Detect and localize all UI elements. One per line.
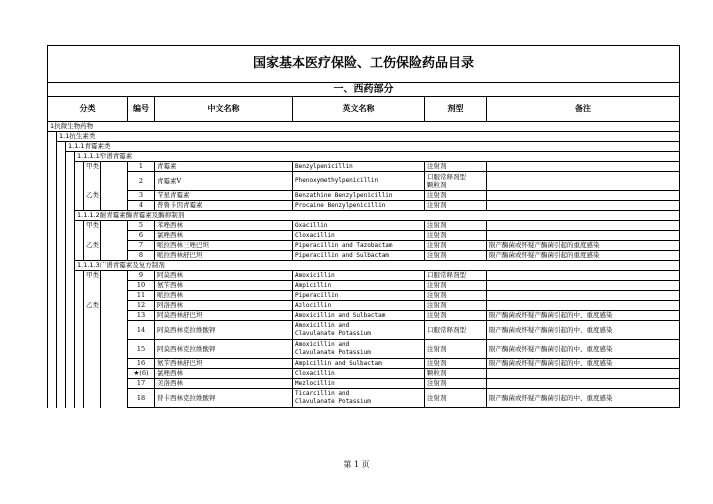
spacer-cell [101,172,128,191]
table-row [48,291,680,301]
drug-cn-name: 青霉素 [155,162,293,172]
grade-cell [84,291,101,301]
grade-cell [84,340,101,359]
indent-cell [75,369,84,379]
spacer-cell [101,301,128,311]
spacer-cell [101,201,128,211]
drug-remark [487,301,680,311]
category-row [48,142,680,152]
indent-cell [57,172,66,191]
drug-en-name: Amoxicillin and Clavulanate Potassium [293,321,425,340]
indent-cell [75,359,84,369]
indent-cell [66,340,75,359]
drug-form: 注射剂 [425,241,487,251]
indent-cell [48,132,57,142]
spacer-cell [101,291,128,301]
drug-en-name: Amoxicillin and Sulbactam [293,311,425,321]
category-label: 1.1.1.2耐青霉素酶青霉素及酶抑制剂 [75,211,680,221]
grade-cell [84,231,101,241]
drug-cn-name: 氨苄西林舒巴坦 [155,359,293,369]
drug-remark [487,291,680,301]
spacer-cell [101,271,128,281]
drug-number: 5 [128,221,155,231]
drug-form: 注射剂 [425,389,487,408]
indent-cell [66,152,75,162]
indent-cell [75,379,84,389]
section-title: 一、西药部分 [48,83,680,97]
drug-en-name: Ticarcillin and Clavulanate Potassium [293,389,425,408]
category-label: 1.1.1.1窄谱青霉素 [75,152,680,162]
indent-cell [48,311,57,321]
category-row [48,152,680,162]
table-row [48,379,680,389]
drug-en-name: Piperacillin and Tazobactam [293,241,425,251]
indent-cell [57,340,66,359]
drug-remark [487,379,680,389]
drug-form: 注射剂 [425,281,487,291]
indent-cell [48,142,57,152]
indent-cell [48,191,57,201]
grade-cell [84,359,101,369]
indent-cell [75,221,84,231]
drug-remark: 限产酶菌或怀疑产酶菌引起的重度感染 [487,251,680,261]
drug-form: 注射剂 [425,231,487,241]
indent-cell [66,379,75,389]
indent-cell [48,369,57,379]
indent-cell [48,201,57,211]
drug-en-name: Phenoxymethylpenicillin [293,172,425,191]
indent-cell [66,291,75,301]
drug-form: 注射剂 [425,311,487,321]
drug-form: 注射剂 [425,201,487,211]
header-en-name: 英文名称 [293,97,425,122]
grade-cell: 乙类 [84,191,101,201]
indent-cell [57,152,66,162]
indent-cell [48,261,57,271]
table-row [48,311,680,321]
spacer-cell [101,241,128,251]
indent-cell [57,389,66,408]
drug-cn-name: 阿莫西林克拉维酸钾 [155,340,293,359]
indent-cell [57,359,66,369]
drug-remark [487,201,680,211]
drug-number: 8 [128,251,155,261]
drug-number: 3 [128,191,155,201]
grade-cell: 乙类 [84,241,101,251]
drug-cn-name: 美洛西林 [155,379,293,389]
drug-number: 13 [128,311,155,321]
drug-remark [487,271,680,281]
drug-cn-name: 哌拉西林三唑巴坦 [155,241,293,251]
indent-cell [48,211,57,221]
indent-cell [75,340,84,359]
indent-cell [48,321,57,340]
indent-cell [66,172,75,191]
drug-cn-name: 阿莫西林 [155,271,293,281]
drug-remark: 限产酶菌或怀疑产酶菌引起的中、重度感染 [487,359,680,369]
indent-cell [48,291,57,301]
drug-cn-name: 氯唑西林 [155,231,293,241]
category-row [48,211,680,221]
drug-remark: 限产酶菌或怀疑产酶菌引起的重度感染 [487,241,680,251]
drug-cn-name: 氯唑西林 [155,369,293,379]
indent-cell [57,271,66,281]
indent-cell [66,251,75,261]
indent-cell [57,231,66,241]
indent-cell [66,271,75,281]
drug-remark: 限产酶菌或怀疑产酶菌引起的中、重度感染 [487,340,680,359]
header-category: 分类 [48,97,128,122]
drug-form: 口服常释剂型 [425,321,487,340]
indent-cell [57,311,66,321]
spacer-cell [101,340,128,359]
category-row [48,132,680,142]
indent-cell [48,251,57,261]
indent-cell [57,301,66,311]
drug-en-name: Ampicillin [293,281,425,291]
drug-en-name: Piperacillin [293,291,425,301]
page-footer: 第 1 页 [343,460,370,469]
drug-form: 注射剂 [425,359,487,369]
indent-cell [57,142,66,152]
drug-number: 17 [128,379,155,389]
drug-en-name: Piperacillin and Sulbactam [293,251,425,261]
indent-cell [75,281,84,291]
grade-cell [84,321,101,340]
indent-cell [48,231,57,241]
indent-cell [66,261,75,271]
drug-cn-name: 苯唑西林 [155,221,293,231]
category-row [48,261,680,271]
indent-cell [66,211,75,221]
drug-cn-name: 阿洛西林 [155,301,293,311]
indent-cell [66,281,75,291]
grade-cell [84,369,101,379]
drug-remark [487,172,680,191]
grade-cell [84,172,101,191]
drug-number: 18 [128,389,155,408]
drug-number: 10 [128,281,155,291]
drug-remark: 限产酶菌或怀疑产酶菌引起的中、重度感染 [487,389,680,408]
grade-cell [84,281,101,291]
table-row [48,340,680,359]
spacer-cell [101,369,128,379]
drug-number: 1 [128,162,155,172]
drug-form: 注射剂 [425,221,487,231]
header-number: 编号 [128,97,155,122]
indent-cell [75,251,84,261]
drug-number: 15 [128,340,155,359]
indent-cell [57,291,66,301]
table-row [48,251,680,261]
drug-number: 7 [128,241,155,251]
drug-cn-name: 替卡西林克拉维酸钾 [155,389,293,408]
indent-cell [48,340,57,359]
drug-remark [487,369,680,379]
drug-cn-name: 苄星青霉素 [155,191,293,201]
indent-cell [48,379,57,389]
spacer-cell [101,191,128,201]
drug-number: 9 [128,271,155,281]
indent-cell [75,311,84,321]
grade-cell: 甲类 [84,271,101,281]
drug-form: 注射剂 [425,379,487,389]
category-label: 1.1.1青霉素类 [66,142,680,152]
table-row [48,389,680,408]
header-cn-name: 中文名称 [155,97,293,122]
drug-form: 注射剂 [425,340,487,359]
indent-cell [57,211,66,221]
drug-cn-name: 哌拉西林舒巴坦 [155,251,293,261]
indent-cell [57,201,66,211]
grade-cell: 甲类 [84,221,101,231]
spacer-cell [101,359,128,369]
table-row [48,221,680,231]
indent-cell [48,162,57,172]
drug-catalog-table [47,45,680,408]
table-row [48,321,680,340]
indent-cell [75,291,84,301]
category-row [48,122,680,132]
table-row [48,369,680,379]
table-row [48,301,680,311]
table-row [48,359,680,369]
indent-cell [57,221,66,231]
drug-remark [487,231,680,241]
drug-cn-name: 普鲁卡因青霉素 [155,201,293,211]
indent-cell [66,369,75,379]
drug-remark: 限产酶菌或怀疑产酶菌引起的中、重度感染 [487,321,680,340]
table-row [48,281,680,291]
drug-form: 口服常释剂型 [425,271,487,281]
indent-cell [66,231,75,241]
indent-cell [75,389,84,408]
drug-form: 注射剂 [425,162,487,172]
drug-form: 注射剂 [425,191,487,201]
table-row [48,201,680,211]
indent-cell [57,369,66,379]
indent-cell [48,221,57,231]
drug-form: 口服常释剂型 颗粒剂 [425,172,487,191]
spacer-cell [101,231,128,241]
category-label: 1.1抗生素类 [57,132,680,142]
drug-form: 颗粒剂 [425,369,487,379]
indent-cell [57,191,66,201]
grade-cell [84,379,101,389]
indent-cell [66,359,75,369]
drug-number: 12 [128,301,155,311]
spacer-cell [101,162,128,172]
indent-cell [48,281,57,291]
drug-remark [487,221,680,231]
drug-number: 14 [128,321,155,340]
drug-en-name: Benzylpenicillin [293,162,425,172]
drug-cn-name: 氨苄西林 [155,281,293,291]
indent-cell [66,389,75,408]
indent-cell [57,241,66,251]
indent-cell [75,162,84,172]
category-label: 1.1.1.3广谱青霉素及复方制剂 [75,261,680,271]
spacer-cell [101,379,128,389]
indent-cell [66,162,75,172]
indent-cell [75,301,84,311]
indent-cell [57,162,66,172]
spacer-cell [101,281,128,291]
table-row [48,162,680,172]
indent-cell [66,311,75,321]
indent-cell [66,301,75,311]
category-label: 1抗微生物药物 [48,122,680,132]
drug-cn-name: 阿莫西林克拉维酸钾 [155,321,293,340]
table-row [48,172,680,191]
drug-number: 4 [128,201,155,211]
drug-cn-name: 青霉素V [155,172,293,191]
drug-form: 注射剂 [425,251,487,261]
indent-cell [66,201,75,211]
header-form: 剂型 [425,97,487,122]
grade-cell [84,201,101,211]
spacer-cell [101,221,128,231]
drug-en-name: Azlocillin [293,301,425,311]
grade-cell [84,389,101,408]
grade-cell [84,311,101,321]
indent-cell [66,221,75,231]
drug-en-name: Procaine Benzylpenicillin [293,201,425,211]
indent-cell [75,321,84,340]
indent-cell [66,241,75,251]
drug-number: ★(6) [128,369,155,379]
drug-number: 11 [128,291,155,301]
table-row [48,271,680,281]
spacer-cell [101,251,128,261]
indent-cell [48,152,57,162]
spacer-cell [101,389,128,408]
spacer-cell [101,321,128,340]
indent-cell [75,191,84,201]
indent-cell [48,241,57,251]
drug-number: 6 [128,231,155,241]
page-title: 国家基本医疗保险、工伤保险药品目录 [48,46,680,83]
indent-cell [48,172,57,191]
drug-remark [487,162,680,172]
indent-cell [48,359,57,369]
indent-cell [66,191,75,201]
indent-cell [57,251,66,261]
drug-form: 注射剂 [425,301,487,311]
spacer-cell [101,311,128,321]
drug-number: 16 [128,359,155,369]
indent-cell [48,271,57,281]
indent-cell [75,201,84,211]
header-remark: 备注 [487,97,680,122]
drug-en-name: Cloxacillin [293,369,425,379]
drug-en-name: Mezlocillin [293,379,425,389]
grade-cell: 甲类 [84,162,101,172]
drug-remark [487,281,680,291]
drug-en-name: Ampicillin and Sulbactam [293,359,425,369]
indent-cell [66,321,75,340]
drug-en-name: Amoxicillin and Clavulanate Potassium [293,340,425,359]
indent-cell [48,389,57,408]
grade-cell: 乙类 [84,301,101,311]
drug-en-name: Benzathine Benzylpenicillin [293,191,425,201]
drug-remark [487,191,680,201]
indent-cell [75,241,84,251]
table-row [48,191,680,201]
indent-cell [48,301,57,311]
indent-cell [57,261,66,271]
drug-number: 2 [128,172,155,191]
indent-cell [75,172,84,191]
drug-cn-name: 哌拉西林 [155,291,293,301]
table-row [48,241,680,251]
drug-en-name: Cloxacillin [293,231,425,241]
table-row [48,231,680,241]
drug-cn-name: 阿莫西林舒巴坦 [155,311,293,321]
grade-cell [84,251,101,261]
indent-cell [57,379,66,389]
drug-remark: 限产酶菌或怀疑产酶菌引起的中、重度感染 [487,311,680,321]
drug-en-name: Amoxicillin [293,271,425,281]
indent-cell [57,281,66,291]
drug-en-name: Oxacillin [293,221,425,231]
indent-cell [57,321,66,340]
indent-cell [75,271,84,281]
drug-form: 注射剂 [425,291,487,301]
indent-cell [75,231,84,241]
